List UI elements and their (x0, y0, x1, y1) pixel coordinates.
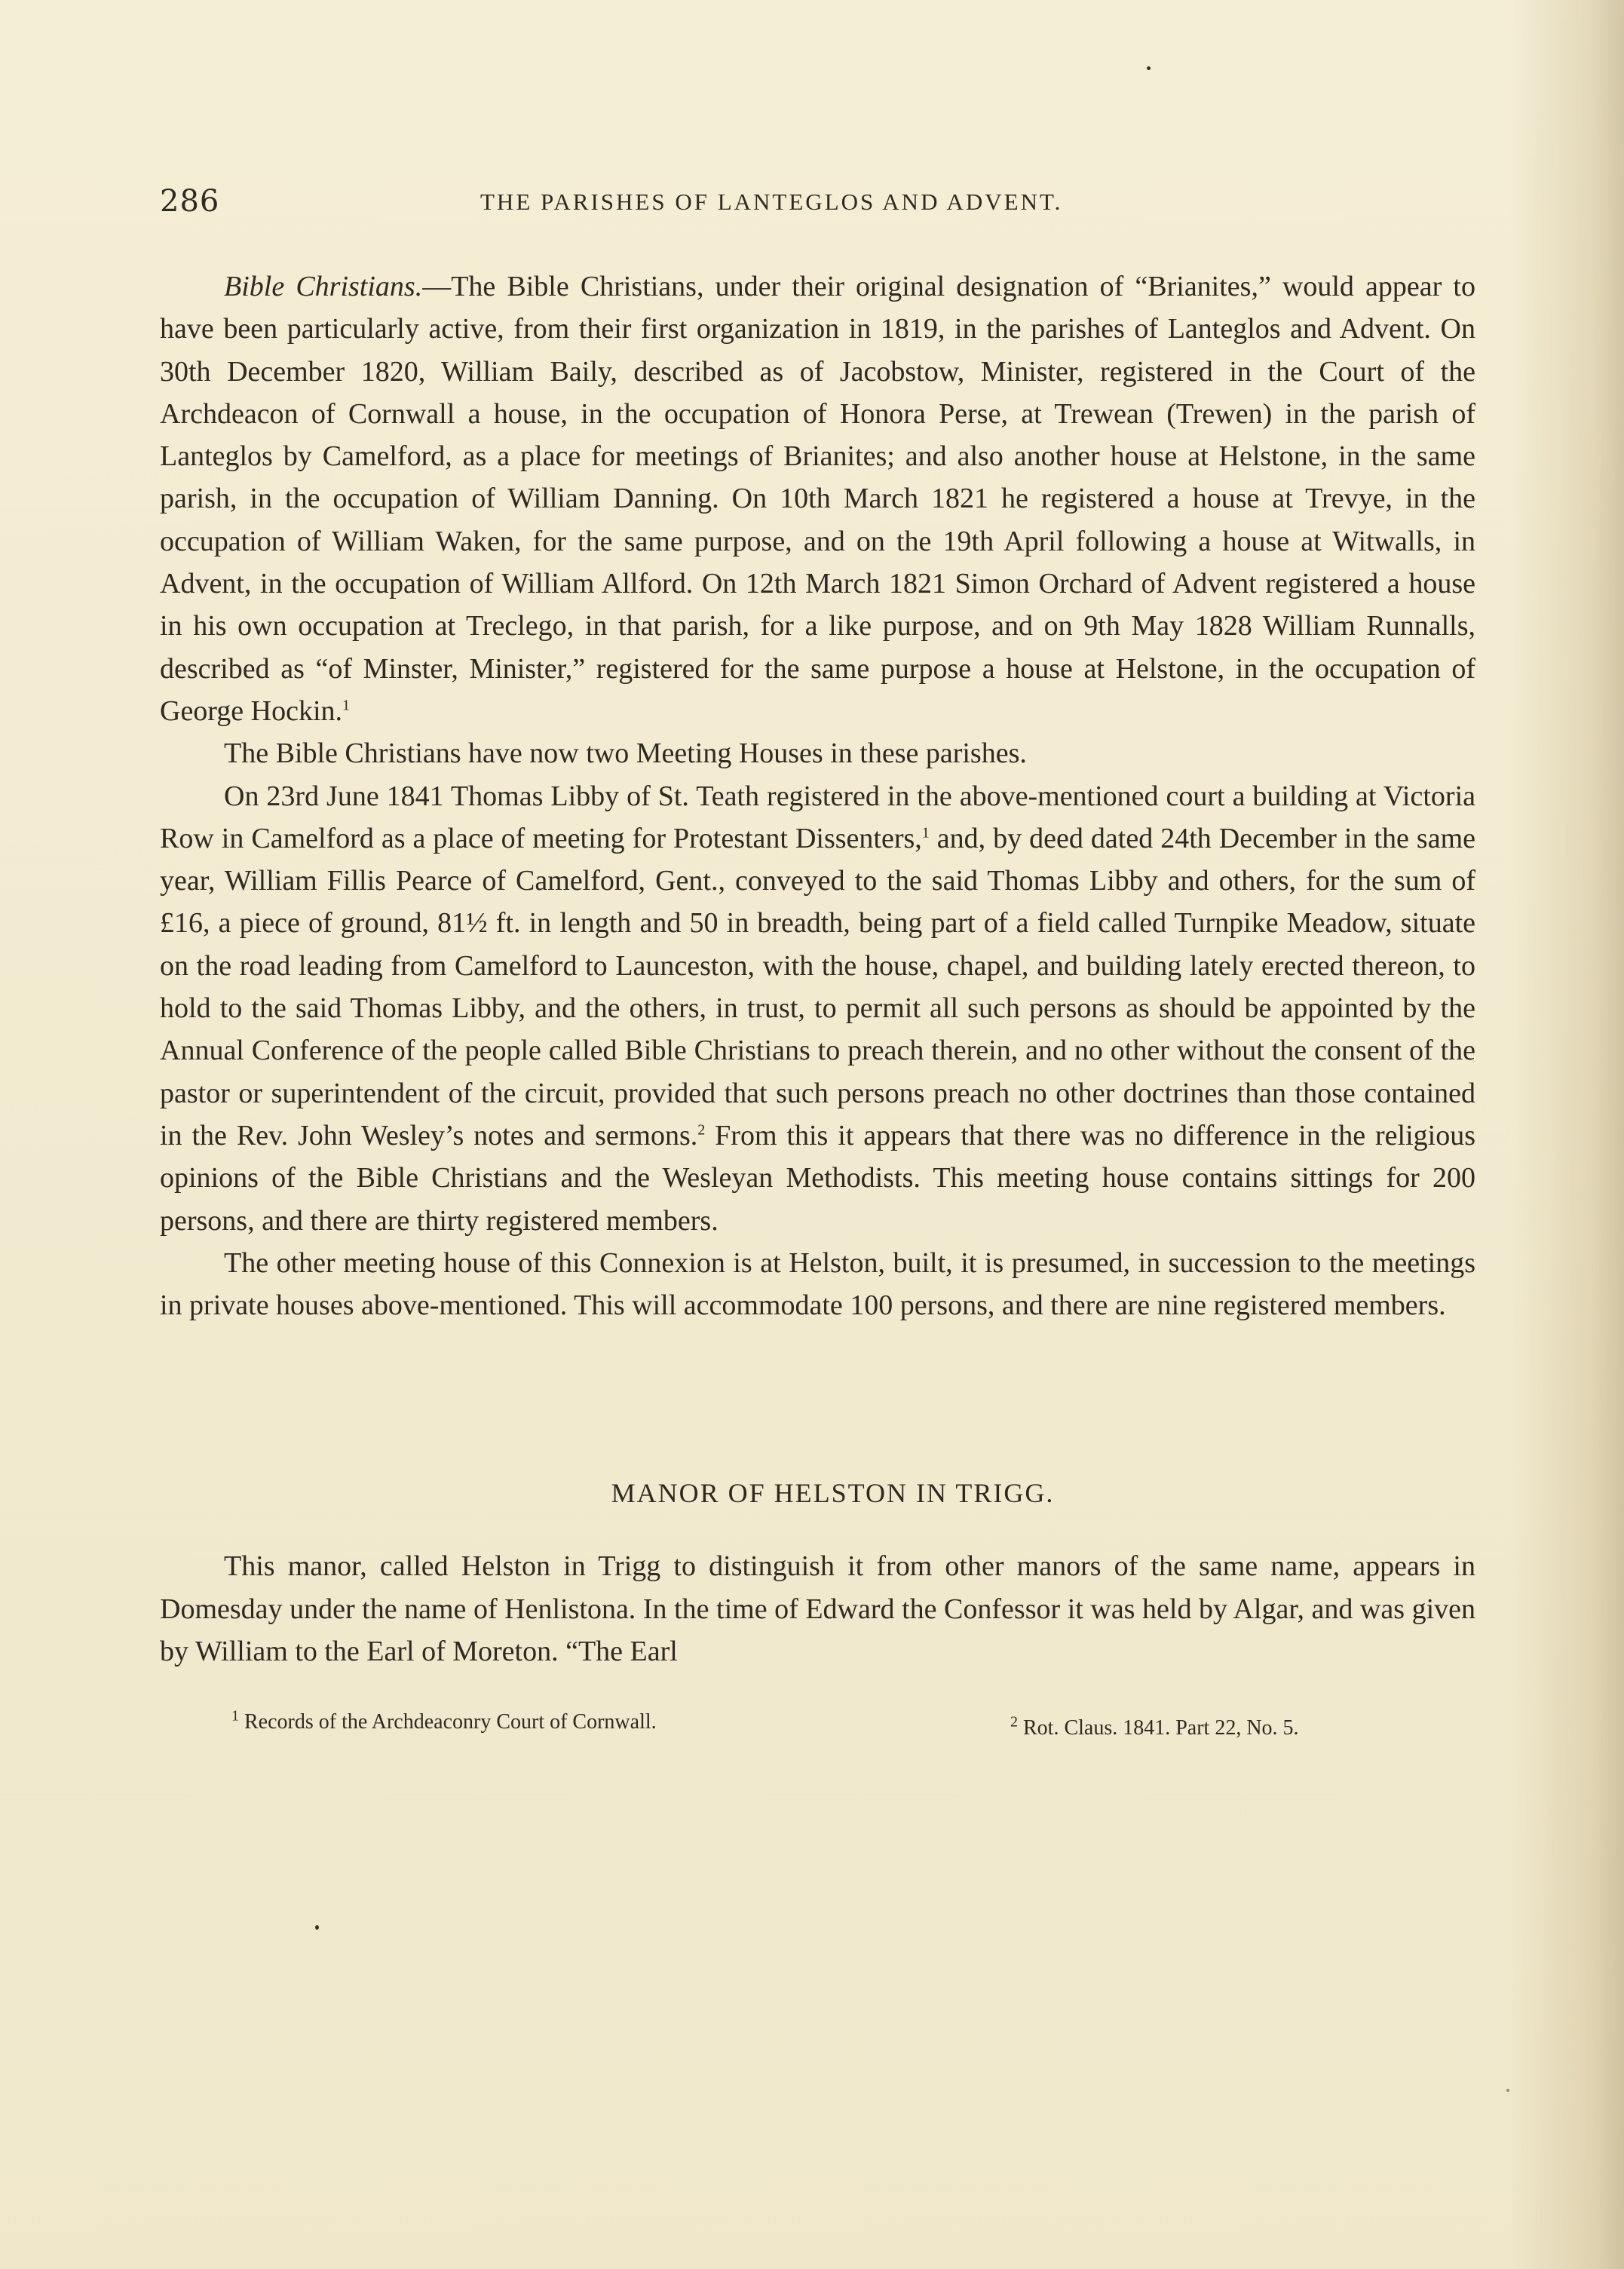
footnote-mark: 1 (231, 1707, 239, 1725)
paragraph-text: This manor, called Helston in Trigg to distinguish it from other manors of the same name, appears in Domesday under the name of Henlistona. In the time of Edward the Confessor it was held by Algar, and was given by William to the Earl of Moreton. “The Earl (160, 1550, 1475, 1668)
page-number: 286 (160, 184, 220, 219)
footnote-2 (1010, 1713, 1299, 1740)
paragraph-text: On 23rd June 1841 Thomas Libby of St. Teath registered in the above-mentioned court a building at Victoria Row in Camelford as a place of meeting for Protestant Dissenters, (160, 780, 1475, 854)
paper-speck (1506, 2089, 1509, 2092)
paragraph-text: The other meeting house of this Connexion is at Helston, built, it is presumed, in succession to the meetings in private houses above-mentioned. This will accommodate 100 persons, and there are nine registered members. (160, 1246, 1475, 1322)
paper-speck (1147, 66, 1151, 70)
footnote-1 (231, 1707, 657, 1734)
running-title: THE PARISHES OF LANTEGLOS AND ADVENT. (480, 189, 1063, 215)
section-heading: MANOR OF HELSTON IN TRIGG. (611, 1478, 1055, 1509)
paragraph-helston-house (160, 1242, 1475, 1327)
paper-speck (315, 1925, 319, 1930)
footnotes (160, 1707, 1475, 1748)
paragraph-text: The Bible Christians have now two Meeting Houses in these parishes. (224, 737, 1027, 770)
paragraph-text: —The Bible Christians, under their original designation of “Brianites,” would appear to have been particularly active, from their first organization in 1819, in the parishes of Lanteglos and Advent. On 30th December 1820, William Baily, described as of Jacobstow, Minister, registered in the Court of the Archdeacon of Cornwall a house, in the occupation of Honora Perse, at Trewean (Trewen) in the parish of Lanteglos by Camelford, as a place for meetings of Brianites; and also another house at Helstone, in the same parish, in the occupation of William Danning. On 10th March 1821 he registered a house at Trevye, in the occupation of William Waken, for the same purpose, and on the 19th April following a house at Witwalls, in Advent, in the occupation of William Allford. On 12th March 1821 Simon Orchard of Advent registered a house in his own occupation at Treclego, in that parish, for a like purpose, and on 9th May 1828 William Runnalls, described as “of Minster, Minister,” registered for the same purpose a house at Helstone, in the occupation of George Hockin. (160, 271, 1475, 727)
manor-text (160, 1545, 1475, 1673)
main-text (160, 265, 1475, 1326)
footnote-text: Records of the Archdeaconry Court of Cornwall. (244, 1710, 657, 1734)
footnote-ref: 2 (697, 1121, 706, 1139)
paragraph-victoria-row (160, 775, 1475, 1242)
footnote-ref: 1 (342, 697, 351, 714)
footnote-ref: 1 (921, 824, 930, 842)
paragraph-lead: Bible Christians. (224, 271, 423, 302)
paragraph-text: and, by deed dated 24th December in the same year, William Fillis Pearce of Camelford, Gent., conveyed to the said Thomas Libby and others, for the sum of £16, a piece of ground, 81½ ft. in length and 50 in breadth, being part of a field called Turnpike Meadow, situate on the road leading from Camelford to Launceston, with the house, chapel, and building lately erected thereon, to hold to the said Thomas Libby, and the others, in trust, to permit all such persons as should be appointed by the Annual Conference of the people called Bible Christians to preach therein, and no other without the consent of the pastor or superintendent of the circuit, provided that such persons preach no other doctrines than those contained in the Rev. John Wesley’s notes and sermons. (160, 822, 1475, 1151)
paragraph-meeting-houses (160, 732, 1475, 774)
paragraph-bible-christians (160, 265, 1475, 732)
running-head (160, 175, 1475, 235)
book-page (160, 175, 1475, 1748)
footnote-text: Rot. Claus. 1841. Part 22, No. 5. (1023, 1716, 1299, 1740)
paragraph-text: From this it appears that there was no difference in the religious opinions of the Bible Christians and the Wesleyan Methodists. This meeting house contains sittings for 200 persons, and there are thirty registered members. (160, 1119, 1475, 1237)
paragraph-manor (160, 1545, 1475, 1673)
footnote-mark: 2 (1010, 1713, 1018, 1731)
